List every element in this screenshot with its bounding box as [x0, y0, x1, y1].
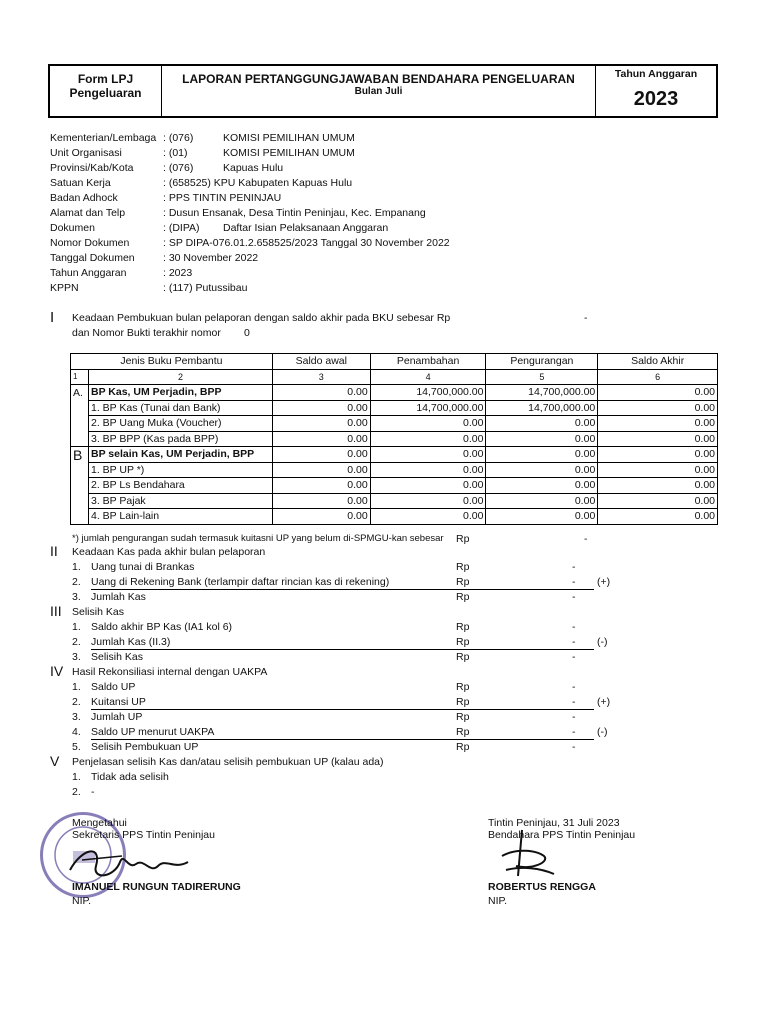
- tahun-cell: [596, 66, 716, 116]
- table-cell-value: 0.00: [272, 462, 370, 478]
- right-sign-name: ROBERTUS RENGGA: [488, 881, 596, 893]
- section-item-value: -: [572, 696, 576, 708]
- section-item-no: 2.: [72, 576, 81, 588]
- table-row: [71, 478, 718, 494]
- table-cell-value: 0.00: [370, 493, 486, 509]
- table-cell-value: 0.00: [272, 431, 370, 447]
- table-cell-value: 0.00: [272, 400, 370, 416]
- section-item-label: Saldo UP menurut UAKPA: [91, 726, 215, 738]
- table-header-cell: Saldo awal: [272, 354, 370, 370]
- table-cell-value: 0.00: [598, 400, 718, 416]
- underline-rule: [91, 589, 594, 590]
- table-cell-value: 0.00: [370, 416, 486, 432]
- section1-text2-value: 0: [244, 327, 250, 339]
- form-label-line2: Pengeluaran: [69, 86, 142, 100]
- table-colnum-cell: 2: [88, 369, 272, 385]
- table-colnum-cell: 1: [71, 369, 89, 385]
- left-sign-name: IMANUEL RUNGUN TADIRERUNG: [72, 881, 241, 893]
- table-cell-value: 14,700,000.00: [370, 385, 486, 401]
- info-value: : SP DIPA-076.01.2.658525/2023 Tanggal 30 November 2022: [163, 237, 450, 249]
- table-cell-value: 0.00: [370, 431, 486, 447]
- table-row-mark: [71, 462, 89, 478]
- table-row-mark: [71, 416, 89, 432]
- section-item-rp: Rp: [456, 726, 470, 738]
- info-label: Unit Organisasi: [50, 147, 122, 159]
- section-item-value: -: [572, 591, 576, 603]
- report-subtitle: Bulan Juli: [354, 86, 403, 97]
- bp-table-body: [71, 354, 718, 525]
- section-item-op: (-): [597, 636, 608, 648]
- tahun-anggaran-label: Tahun Anggaran: [614, 68, 698, 80]
- table-row-label: 2. BP Uang Muka (Voucher): [88, 416, 272, 432]
- info-value: : (658525) KPU Kabupaten Kapuas Hulu: [163, 177, 353, 189]
- info-label: Alamat dan Telp: [50, 207, 126, 219]
- info-label: Provinsi/Kab/Kota: [50, 162, 134, 174]
- section-title: Penjelasan selisih Kas dan/atau selisih pembukuan UP (kalau ada): [72, 756, 384, 768]
- table-cell-value: 0.00: [598, 385, 718, 401]
- table-colnum-cell: 5: [486, 369, 598, 385]
- section-item-no: 5.: [72, 741, 81, 753]
- table-row: [71, 493, 718, 509]
- section-item-label: -: [91, 786, 95, 798]
- table-row-mark: B: [71, 447, 89, 463]
- table-row-label: 2. BP Ls Bendahara: [88, 478, 272, 494]
- info-label: Nomor Dokumen: [50, 237, 130, 249]
- section-item-value: -: [572, 576, 576, 588]
- table-cell-value: 0.00: [486, 478, 598, 494]
- section-roman: V: [50, 753, 60, 769]
- info-value: : Dusun Ensanak, Desa Tintin Peninjau, Kec. Empanang: [163, 207, 426, 219]
- info-label: Satuan Kerja: [50, 177, 111, 189]
- table-row: [71, 416, 718, 432]
- section-item-rp: Rp: [456, 711, 470, 723]
- section-item-value: -: [572, 621, 576, 633]
- table-cell-value: 0.00: [272, 447, 370, 463]
- section-item-label: Uang di Rekening Bank (terlampir daftar rincian kas di rekening): [91, 576, 390, 588]
- section-item-no: 1.: [72, 771, 81, 783]
- section-title: Selisih Kas: [72, 606, 124, 618]
- table-row-label: 3. BP Pajak: [88, 493, 272, 509]
- table-cell-value: 0.00: [598, 416, 718, 432]
- table-colnum-cell: 4: [370, 369, 486, 385]
- info-label: Tanggal Dokumen: [50, 252, 135, 264]
- table-cell-value: 0.00: [486, 431, 598, 447]
- table-row-label: 1. BP Kas (Tunai dan Bank): [88, 400, 272, 416]
- table-footnote-value: -: [584, 533, 588, 545]
- info-extra: KOMISI PEMILIHAN UMUM: [223, 147, 355, 159]
- section-item-no: 1.: [72, 621, 81, 633]
- section-item-value: -: [572, 681, 576, 693]
- section-item-label: Selisih Pembukuan UP: [91, 741, 199, 753]
- table-cell-value: 0.00: [272, 478, 370, 494]
- report-title: LAPORAN PERTANGGUNGJAWABAN BENDAHARA PENGELUARAN: [182, 72, 575, 86]
- info-label: Tahun Anggaran: [50, 267, 127, 279]
- table-cell-value: 14,700,000.00: [486, 385, 598, 401]
- table-row-mark: [71, 478, 89, 494]
- section-item-value: -: [572, 741, 576, 753]
- info-label: Badan Adhock: [50, 192, 118, 204]
- table-row-label: 3. BP BPP (Kas pada BPP): [88, 431, 272, 447]
- info-extra: KOMISI PEMILIHAN UMUM: [223, 132, 355, 144]
- bp-table: [70, 353, 718, 525]
- table-row: [71, 509, 718, 525]
- info-value: : (DIPA): [163, 222, 200, 234]
- section-item-label: Kuitansi UP: [91, 696, 146, 708]
- table-header-row: [71, 354, 718, 370]
- section-item-label: Saldo akhir BP Kas (IA1 kol 6): [91, 621, 233, 633]
- info-extra: Kapuas Hulu: [223, 162, 284, 174]
- table-cell-value: 0.00: [486, 493, 598, 509]
- section-roman: III: [50, 603, 62, 619]
- section-roman: II: [50, 543, 58, 559]
- table-cell-value: 14,700,000.00: [486, 400, 598, 416]
- table-cell-value: 0.00: [598, 509, 718, 525]
- table-colnum-row: [71, 369, 718, 385]
- table-cell-value: 0.00: [486, 462, 598, 478]
- info-label: KPPN: [50, 282, 79, 294]
- form-label-cell: [50, 66, 162, 116]
- table-cell-value: 0.00: [370, 478, 486, 494]
- table-cell-value: 0.00: [272, 385, 370, 401]
- section-item-label: Saldo UP: [91, 681, 136, 693]
- info-value: : (01): [163, 147, 188, 159]
- section-item-label: Tidak ada selisih: [91, 771, 169, 783]
- left-signature-icon: [62, 840, 202, 886]
- section-item-op: (-): [597, 726, 608, 738]
- table-cell-value: 0.00: [272, 509, 370, 525]
- title-cell: [162, 66, 596, 116]
- table-header-cell: Penambahan: [370, 354, 486, 370]
- right-sign-nip: NIP.: [488, 895, 508, 907]
- section-item-op: (+): [597, 576, 611, 588]
- table-cell-value: 0.00: [598, 462, 718, 478]
- section1-text1: Keadaan Pembukuan bulan pelaporan dengan saldo akhir pada BKU sebesar Rp: [72, 312, 451, 324]
- right-sign-line1: Tintin Peninjau, 31 Juli 2023: [488, 817, 620, 829]
- section-item-label: Jumlah Kas (II.3): [91, 636, 171, 648]
- section-item-no: 3.: [72, 591, 81, 603]
- table-row-mark: [71, 493, 89, 509]
- section-item-no: 2.: [72, 696, 81, 708]
- section-title: Keadaan Kas pada akhir bulan pelaporan: [72, 546, 266, 558]
- section-item-op: (+): [597, 696, 611, 708]
- section1-text1-value: -: [584, 312, 588, 324]
- section-item-rp: Rp: [456, 681, 470, 693]
- table-row-label: BP selain Kas, UM Perjadin, BPP: [88, 447, 272, 463]
- section-item-no: 1.: [72, 561, 81, 573]
- info-value: : 30 November 2022: [163, 252, 259, 264]
- table-row: [71, 431, 718, 447]
- underline-rule: [91, 709, 594, 710]
- section-item-rp: Rp: [456, 741, 470, 753]
- section-item-rp: Rp: [456, 621, 470, 633]
- info-value: : (076): [163, 132, 194, 144]
- form-label-line1: Form LPJ: [77, 72, 134, 86]
- right-sign-line2: Bendahara PPS Tintin Peninjau: [488, 829, 636, 841]
- table-footnote-rp: Rp: [456, 533, 470, 545]
- left-sign-nip: NIP.: [72, 895, 92, 907]
- tahun-anggaran-value: 2023: [633, 88, 679, 110]
- section-item-no: 2.: [72, 636, 81, 648]
- table-row: [71, 400, 718, 416]
- table-cell-value: 0.00: [486, 447, 598, 463]
- info-value: : 2023: [163, 267, 193, 279]
- section-item-label: Uang tunai di Brankas: [91, 561, 195, 573]
- table-header-cell: Pengurangan: [486, 354, 598, 370]
- section-item-label: Selisih Kas: [91, 651, 143, 663]
- underline-rule: [91, 649, 594, 650]
- report-header: [48, 64, 718, 118]
- section-item-value: -: [572, 726, 576, 738]
- section-item-rp: Rp: [456, 696, 470, 708]
- left-sign-line2: Sekretaris PPS Tintin Peninjau: [72, 829, 215, 841]
- table-row-mark: [71, 431, 89, 447]
- table-cell-value: 0.00: [272, 493, 370, 509]
- section-roman: I: [50, 309, 55, 326]
- section-item-rp: Rp: [456, 636, 470, 648]
- table-row-label: 1. BP UP *): [88, 462, 272, 478]
- table-footnote: *) jumlah pengurangan sudah termasuk kuitasni UP yang belum di-SPMGU-kan sebesar: [72, 533, 444, 544]
- table-row: [71, 447, 718, 463]
- section-item-rp: Rp: [456, 561, 470, 573]
- section-roman: IV: [50, 663, 64, 679]
- info-label: Dokumen: [50, 222, 95, 234]
- section1-text2: dan Nomor Bukti terakhir nomor: [72, 327, 221, 339]
- underline-rule: [91, 739, 594, 740]
- section-item-no: 4.: [72, 726, 81, 738]
- info-extra: Daftar Isian Pelaksanaan Anggaran: [223, 222, 389, 234]
- table-row-label: 4. BP Lain-lain: [88, 509, 272, 525]
- section-item-value: -: [572, 651, 576, 663]
- table-colnum-cell: 6: [598, 369, 718, 385]
- table-row-mark: A.: [71, 385, 89, 401]
- table-header-cell: Jenis Buku Pembantu: [71, 354, 273, 370]
- table-row-mark: [71, 400, 89, 416]
- table-row: [71, 462, 718, 478]
- table-colnum-cell: 3: [272, 369, 370, 385]
- section-item-label: Jumlah UP: [91, 711, 143, 723]
- section-item-value: -: [572, 636, 576, 648]
- section-item-rp: Rp: [456, 576, 470, 588]
- section-item-no: 3.: [72, 651, 81, 663]
- table-cell-value: 0.00: [598, 478, 718, 494]
- section-item-rp: Rp: [456, 651, 470, 663]
- section-item-no: 2.: [72, 786, 81, 798]
- table-cell-value: 0.00: [370, 462, 486, 478]
- table-cell-value: 0.00: [370, 509, 486, 525]
- table-cell-value: 0.00: [486, 509, 598, 525]
- table-row: [71, 385, 718, 401]
- info-label: Kementerian/Lembaga: [50, 132, 157, 144]
- table-header-cell: Saldo Akhir: [598, 354, 718, 370]
- table-cell-value: 14,700,000.00: [370, 400, 486, 416]
- info-value: : (076): [163, 162, 194, 174]
- info-value: : PPS TINTIN PENINJAU: [163, 192, 282, 204]
- section-item-rp: Rp: [456, 591, 470, 603]
- section-item-label: Jumlah Kas: [91, 591, 146, 603]
- info-value: : (117) Putussibau: [163, 282, 248, 294]
- section-item-no: 1.: [72, 681, 81, 693]
- table-cell-value: 0.00: [598, 447, 718, 463]
- table-cell-value: 0.00: [272, 416, 370, 432]
- table-cell-value: 0.00: [486, 416, 598, 432]
- table-cell-value: 0.00: [598, 493, 718, 509]
- section-item-no: 3.: [72, 711, 81, 723]
- section-item-value: -: [572, 561, 576, 573]
- table-row-mark: [71, 509, 89, 525]
- table-cell-value: 0.00: [598, 431, 718, 447]
- table-cell-value: 0.00: [370, 447, 486, 463]
- section-item-value: -: [572, 711, 576, 723]
- table-row-label: BP Kas, UM Perjadin, BPP: [88, 385, 272, 401]
- section-title: Hasil Rekonsiliasi internal dengan UAKPA: [72, 666, 268, 678]
- left-sign-line1: Mengetahui: [72, 817, 127, 829]
